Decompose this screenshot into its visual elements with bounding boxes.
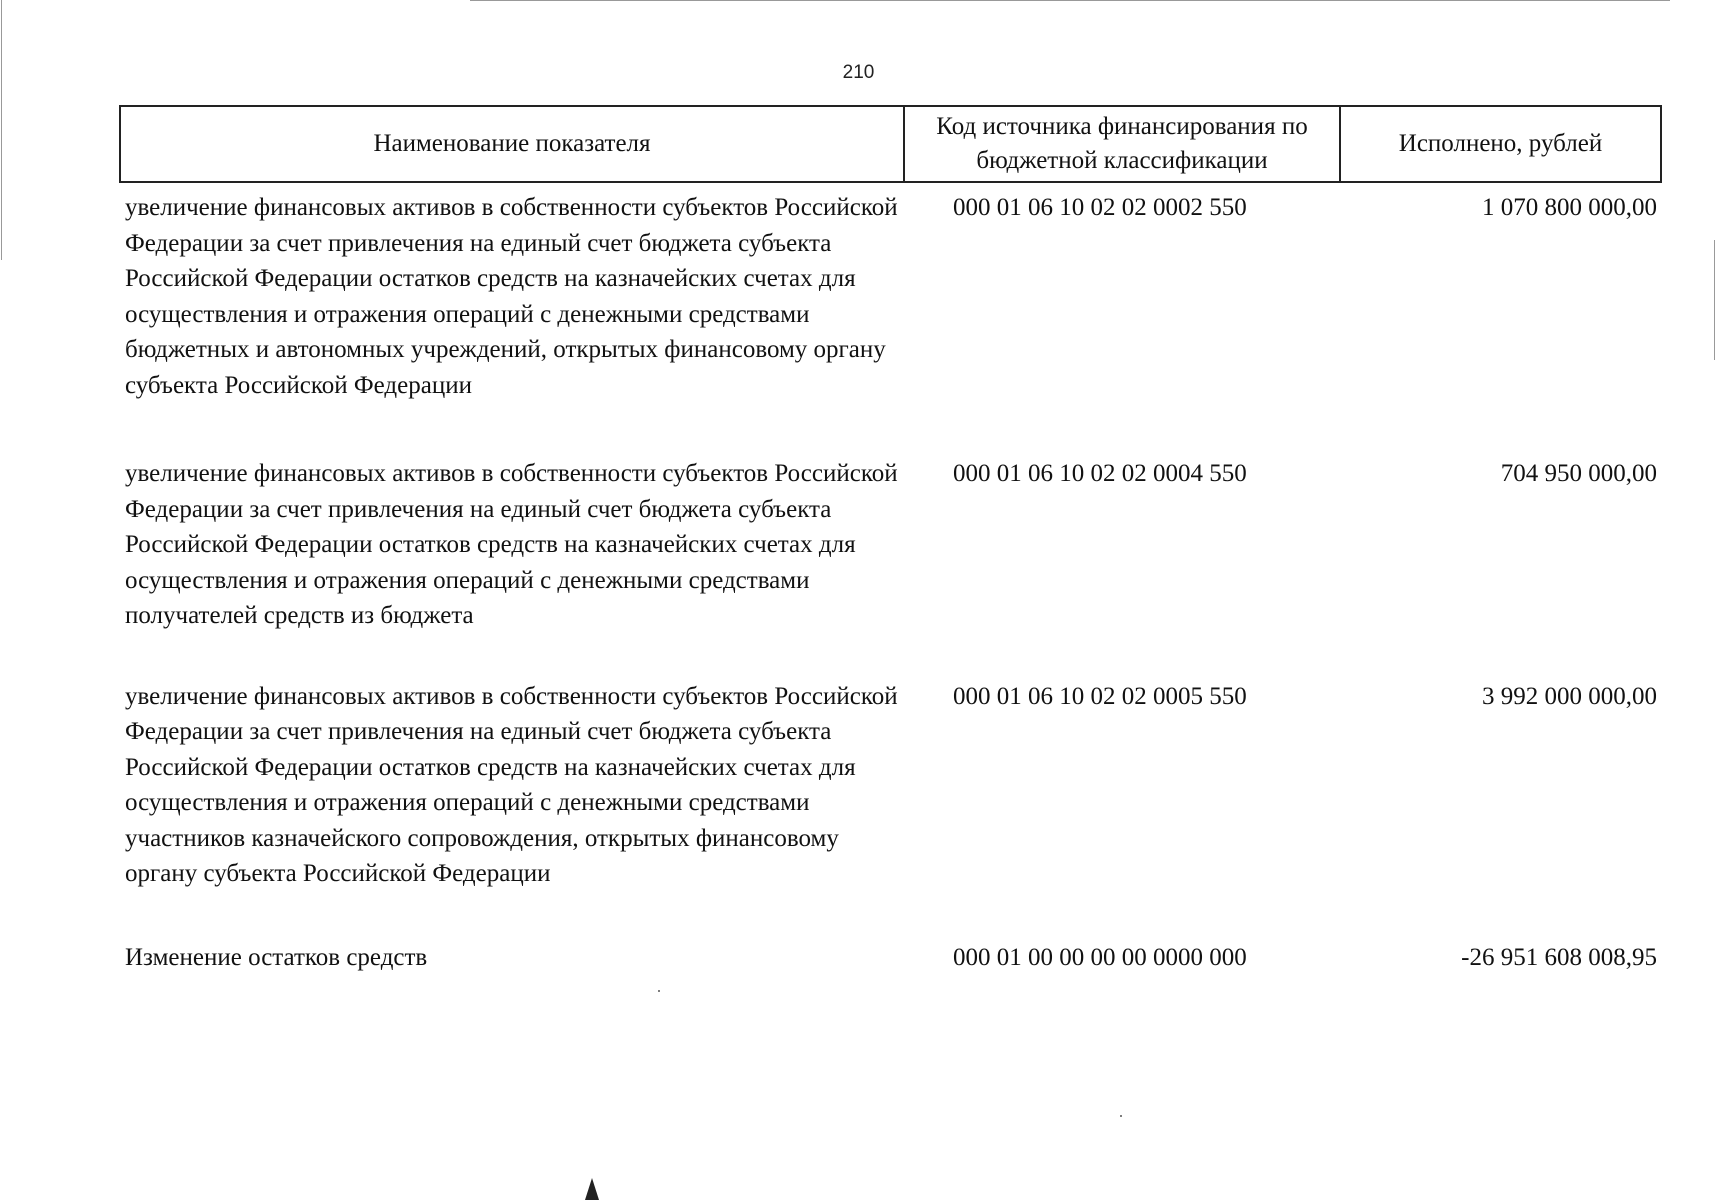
- table-row: [120, 940, 1661, 976]
- table-row: [120, 679, 1661, 940]
- scan-right-edge-line: [1714, 240, 1715, 360]
- source-code-cell: 000 01 06 10 02 02 0004 550: [953, 460, 1247, 487]
- scan-left-edge-line: [1, 0, 2, 260]
- header-source-code: Код источника финансирования по бюджетной классификации: [904, 106, 1340, 182]
- page-number: 210: [842, 62, 875, 83]
- source-code-cell: 000 01 06 10 02 02 0002 550: [953, 194, 1247, 221]
- source-code-cell: 000 01 00 00 00 00 0000 000: [953, 943, 1247, 971]
- indicator-name-cell: увеличение финансовых активов в собственности субъектов Российской Федерации за счет привлечения на единый счет бюджета субъекта Российской Федерации остатков средств на казначейских счетах для осуществления и отражения операций с денежными средствами бюджетных и автономных учреждений, открытых финансовому органу субъекта Российской Федерации: [125, 194, 898, 399]
- source-code-cell: 000 01 06 10 02 02 0005 550: [953, 682, 1247, 710]
- executed-amount-cell: -26 951 608 008,95: [1461, 943, 1657, 971]
- scan-speck: [1120, 1115, 1122, 1117]
- header-executed-amount: Исполнено, рублей: [1340, 106, 1661, 182]
- executed-amount-cell: 1 070 800 000,00: [1482, 194, 1657, 221]
- indicator-name-cell: увеличение финансовых активов в собственности субъектов Российской Федерации за счет привлечения на единый счет бюджета субъекта Российской Федерации остатков средств на казначейских счетах для осуществления и отражения операций с денежными средствами участников казначейского сопровождения, открытых финансовому органу субъекта Российской Федерации: [125, 682, 898, 887]
- header-indicator-name: Наименование показателя: [120, 106, 904, 182]
- table-row: [120, 182, 1661, 456]
- table-header-row: [120, 106, 1661, 182]
- sources-of-financing-table: [119, 105, 1662, 975]
- scan-top-edge-line: [470, 0, 1670, 1]
- indicator-name-cell: Изменение остатков средств: [125, 943, 428, 971]
- executed-amount-cell: 704 950 000,00: [1500, 460, 1657, 487]
- indicator-name-cell: увеличение финансовых активов в собственности субъектов Российской Федерации за счет привлечения на единый счет бюджета субъекта Российской Федерации остатков средств на казначейских счетах для осуществления и отражения операций с денежными средствами получателей средств из бюджета: [125, 460, 898, 629]
- scan-speck: [658, 990, 660, 992]
- executed-amount-cell: 3 992 000 000,00: [1482, 682, 1657, 710]
- table-row: [120, 456, 1661, 679]
- scan-mark: [585, 1178, 599, 1200]
